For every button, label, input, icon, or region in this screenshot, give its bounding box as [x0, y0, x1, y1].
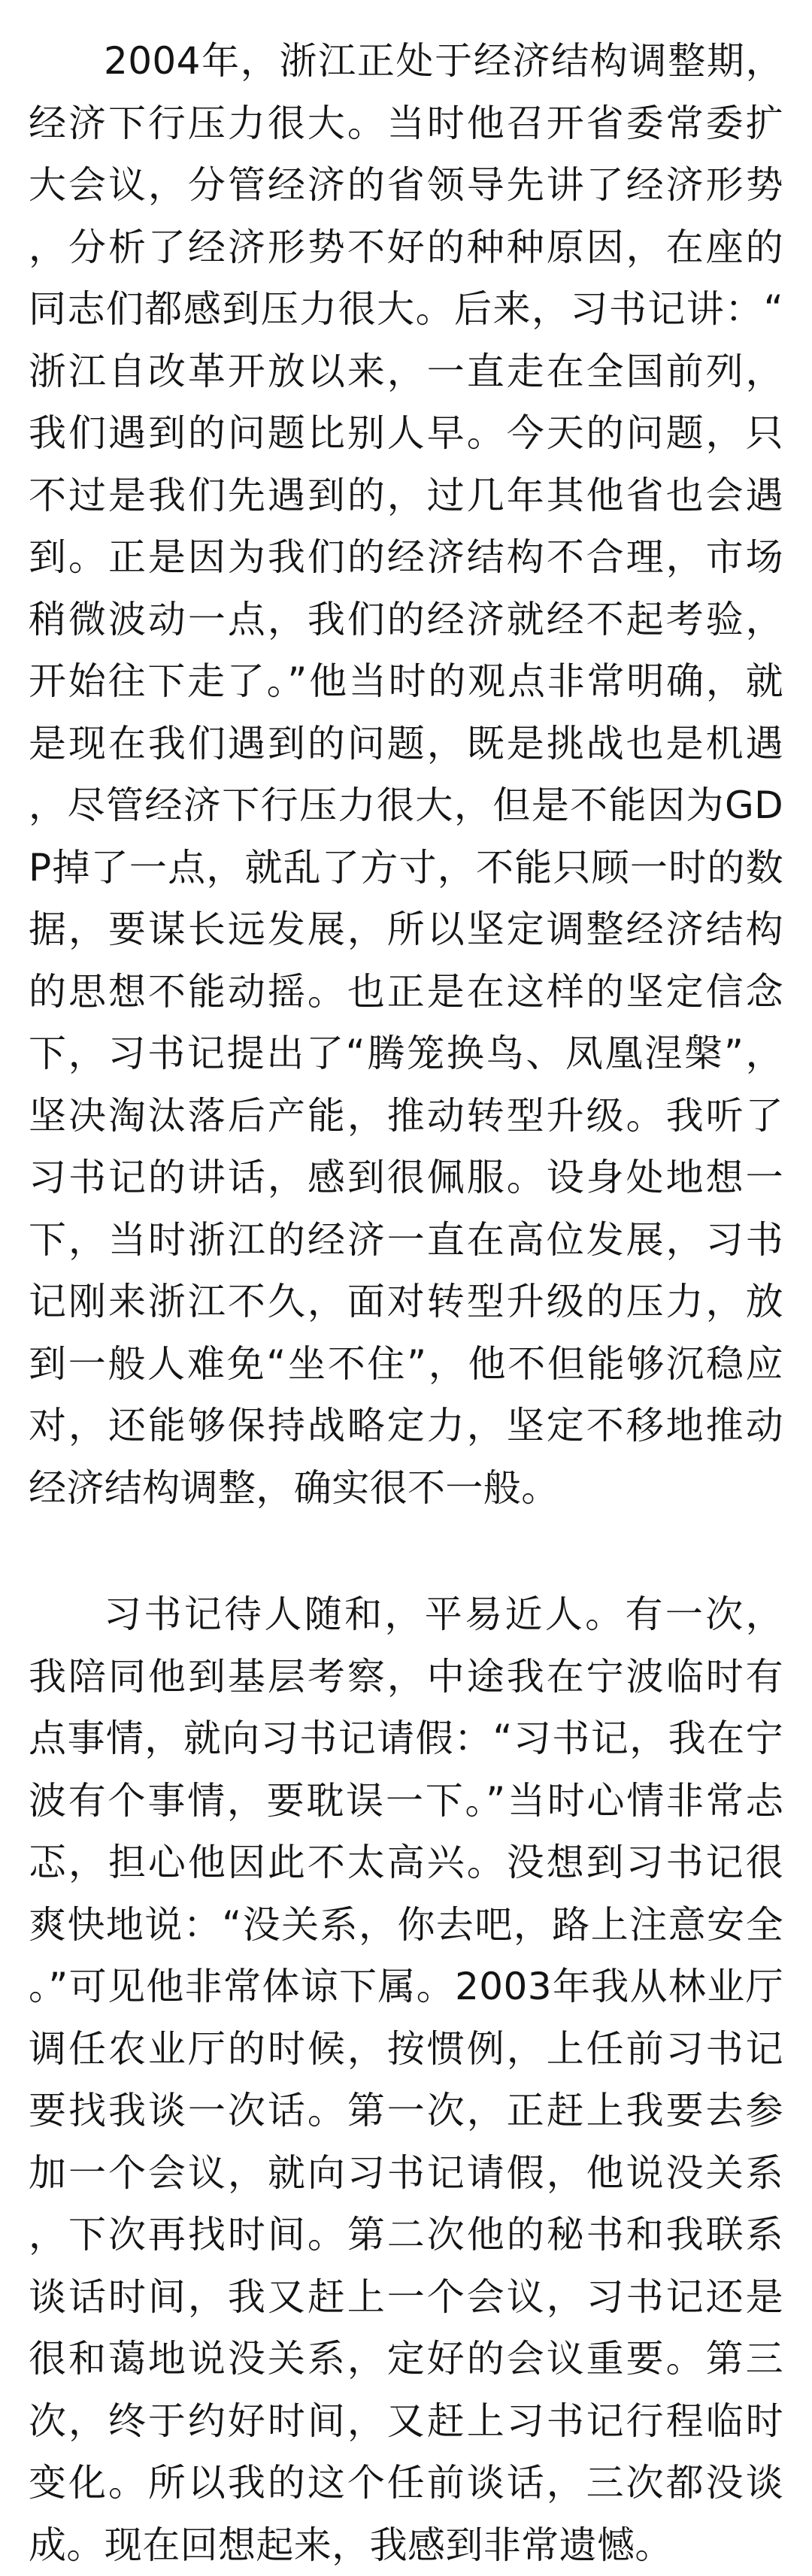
- paragraph-economic-restructuring: 2004年，浙江正处于经济结构调整期，经济下行压力很大。当时他召开省委常委扩大会议，分管经济的省领导先讲了经济形势，分析了经济形势不好的种种原因，在座的同志们都感到压力很大。后来，习书记讲：“浙江自改革开放以来，一直走在全国前列，我们遇到的问题比别人早。今天的问题，只不过是我们先遇到的，过几年其他省也会遇到。正是因为我们的经济结构不合理，市场稍微波动一点，我们的经济就经不起考验，开始往下走了。”他当时的观点非常明确，就是现在我们遇到的问题，既是挑战也是机遇，尽管经济下行压力很大，但是不能因为GDP掉了一点，就乱了方寸，不能只顾一时的数据，要谋长远发展，所以坚定调整经济结构的思想不能动摇。也正是在这样的坚定信念下，习书记提出了“腾笼换鸟、凤凰涅槃”，坚决淘汰落后产能，推动转型升级。我听了习书记的讲话，感到很佩服。设身处地想一下，当时浙江的经济一直在高位发展，习书记刚来浙江不久，面对转型升级的压力，放到一般人难免“坐不住”，他不但能够沉稳应对，还能够保持战略定力，坚定不移地推动经济结构调整，确实很不一般。: [29, 39, 783, 1510]
- paragraph-spacer: [29, 1519, 783, 1583]
- article-body: [29, 30, 783, 2576]
- paragraph-approachable-leader: 习书记待人随和，平易近人。有一次，我陪同他到基层考察，中途我在宁波临时有点事情，就向习书记请假：“习书记，我在宁波有个事情，要耽误一下。”当时心情非常忐忑，担心他因此不太高兴。没想到习书记很爽快地说：“没关系，你去吧，路上注意安全。”可见他非常体谅下属。2003年我从林业厅调任农业厅的时候，按惯例，上任前习书记要找我谈一次话。第一次，正赶上我要去参加一个会议，就向习书记请假，他说没关系，下次再找时间。第二次他的秘书和我联系谈话时间，我又赶上一个会议，习书记还是很和蔼地说没关系，定好的会议重要。第三次，终于约好时间，又赶上习书记行程临时变化。所以我的这个任前谈话，三次都没谈成。现在回想起来，我感到非常遗憾。: [29, 1593, 783, 2567]
